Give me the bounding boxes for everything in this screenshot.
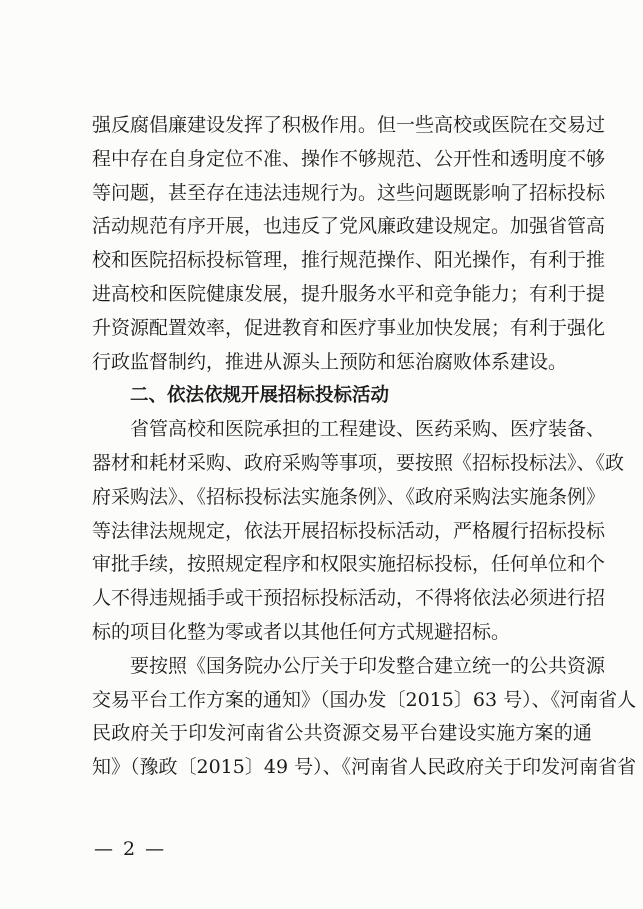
text-line: 审批手续，按照规定程序和权限实施招标投标，任何单位和个: [92, 553, 606, 576]
text-line: 升资源配置效率，促进教育和医疗事业加快发展；有利于强化: [92, 316, 606, 339]
text-line: 器材和耗材采购、政府采购等事项，要按照《招标投标法》、《政: [92, 451, 625, 474]
text-line: 活动规范有序开展，也违反了党风廉政建设规定。加强省管高: [92, 215, 606, 238]
text-line: 行政监督制约，推进从源头上预防和惩治腐败体系建设。: [92, 350, 568, 373]
section-heading: 二、依法依规开展招标投标活动: [130, 385, 390, 407]
text-line: 交易平台工作方案的通知》（国办发〔2015〕63 号）、《河南省人: [92, 688, 637, 711]
paragraph-2: [92, 413, 625, 650]
page-number: — 2 —: [94, 838, 167, 860]
text-line: 程中存在自身定位不准、操作不够规范、公开性和透明度不够: [92, 147, 606, 170]
paragraph-3: [92, 650, 637, 785]
text-line: 府采购法》、《招标投标法实施条例》、《政府采购法实施条例》: [92, 485, 606, 508]
text-line: 要按照《国务院办公厅关于印发整合建立统一的公共资源: [130, 654, 606, 677]
text-line: 等问题，甚至存在违法违规行为。这些问题既影响了招标投标: [92, 181, 606, 204]
text-line: 校和医院招标投标管理，推行规范操作、阳光操作，有利于推: [92, 249, 606, 272]
document-body: [92, 109, 637, 785]
text-line: 人不得违规插手或干预招标投标活动，不得将依法必须进行招: [92, 587, 606, 610]
text-line: 民政府关于印发河南省公共资源交易平台建设实施方案的通: [92, 722, 592, 745]
text-line: 省管高校和医院承担的工程建设、医药采购、医疗装备、: [130, 418, 606, 441]
text-line: 强反腐倡廉建设发挥了积极作用。但一些高校或医院在交易过: [92, 114, 606, 136]
text-line: 标的项目化整为零或者以其他任何方式规避招标。: [92, 620, 511, 643]
text-line: 知》（豫政〔2015〕49 号）、《河南省人民政府关于印发河南省省: [92, 756, 637, 779]
paragraph-1: [92, 109, 606, 379]
text-line: 等法律法规规定，依法开展招标投标活动，严格履行招标投标: [92, 519, 606, 542]
text-line: 进高校和医院健康发展，提升服务水平和竞争能力；有利于提: [92, 282, 606, 305]
